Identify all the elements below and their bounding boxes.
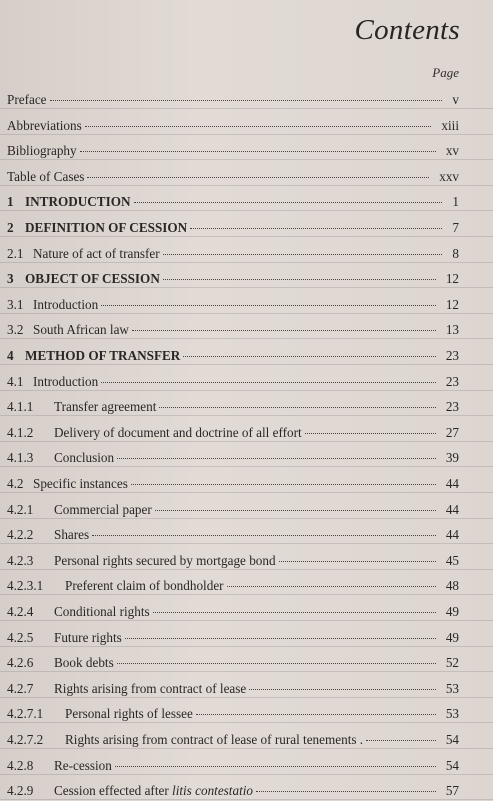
dot-leader [125, 628, 436, 639]
toc-entry-number: 4.1.2 [7, 424, 34, 440]
toc-entry-number: 4.2.6 [7, 655, 34, 671]
toc-entry [0, 368, 493, 388]
dot-leader [163, 244, 443, 255]
toc-entry [0, 240, 493, 260]
toc-entry [0, 547, 493, 567]
toc-entry [0, 112, 493, 132]
row-separator [0, 518, 493, 519]
toc-entry-page: 53 [445, 706, 459, 722]
row-separator [0, 287, 493, 288]
toc-entry-title: Introduction [33, 373, 99, 389]
toc-entry-title: Abbreviations [7, 117, 82, 133]
dot-leader [92, 525, 436, 536]
toc-entry-page: xiii [441, 117, 459, 133]
toc-entry-number: 4.2.7.2 [7, 732, 44, 747]
toc-entry-title: Conditional rights [54, 604, 150, 619]
row-separator [0, 415, 493, 416]
dot-leader [153, 602, 436, 613]
toc-entry-number: 4.2.3 [7, 552, 34, 568]
toc-entry-page: 23 [445, 399, 459, 415]
toc-entry-number: 4.2.9 [7, 783, 34, 799]
toc-entry [0, 444, 493, 464]
toc-entry-title: South African law [33, 322, 129, 338]
dot-leader [196, 704, 436, 715]
dot-leader [115, 756, 436, 767]
row-separator [0, 569, 493, 570]
toc-entry [0, 496, 493, 516]
toc-entry-page: 54 [445, 757, 459, 773]
toc-entry-page: 44 [445, 476, 459, 491]
toc-entry [0, 521, 493, 541]
toc-entry [0, 316, 493, 336]
dot-leader [183, 346, 435, 357]
toc-entry-page: 44 [445, 501, 459, 517]
toc-entry-page: 23 [445, 348, 459, 363]
dot-leader [163, 269, 436, 280]
toc-entry-number: 4.2.5 [7, 629, 34, 645]
toc-entry [0, 700, 493, 720]
toc-entry-title: Future rights [54, 629, 122, 645]
page-column-header: Page [432, 65, 459, 80]
row-separator [0, 492, 493, 493]
row-separator [0, 646, 493, 647]
toc-entry-title: Rights arising from contract of lease of rural tenements . [65, 732, 364, 747]
toc-entry-number: 4.2.7 [7, 680, 34, 696]
toc-entry-page: 57 [445, 783, 459, 799]
toc-entry-number: 4.2 [7, 476, 24, 491]
toc-entry-number: 1 [7, 194, 14, 210]
toc-entry-page: 52 [445, 655, 459, 671]
toc-entry [0, 419, 493, 439]
toc-entry-number: 4.2.3.1 [7, 578, 44, 594]
toc-entry-page: 8 [452, 245, 459, 261]
toc-entry [0, 393, 493, 413]
toc-entry [0, 752, 493, 772]
toc-entry [0, 291, 493, 311]
toc-entry [0, 777, 493, 797]
dot-leader [155, 500, 436, 511]
toc-entry-number: 4.1.1 [7, 399, 34, 415]
row-separator [0, 185, 493, 186]
toc-entry-page: 48 [445, 578, 459, 594]
toc-entry [0, 572, 493, 592]
toc-entry-title: Bibliography [7, 143, 77, 159]
dot-leader [132, 320, 436, 331]
toc-entry-title: OBJECT OF CESSION [25, 271, 160, 287]
dot-leader [305, 423, 436, 434]
toc-entry [0, 624, 493, 644]
toc-entry-page: 44 [445, 527, 459, 543]
toc-entry-number: 4 [7, 348, 14, 363]
toc-entry-page: 23 [445, 373, 459, 389]
dot-leader [87, 167, 429, 178]
toc-entry-page: 53 [445, 680, 459, 696]
toc-entry [0, 726, 493, 746]
toc-entry-title: Preferent claim of bondholder [65, 578, 224, 594]
toc-entry-title: Shares [54, 527, 90, 543]
toc-entry-page: 13 [445, 322, 459, 338]
dot-leader [279, 551, 436, 562]
toc-entry-title: Specific instances [33, 476, 128, 491]
toc-entry [0, 265, 493, 285]
toc-entry-page: 12 [445, 271, 459, 287]
toc-entry [0, 675, 493, 695]
row-separator [0, 390, 493, 391]
dot-leader [366, 730, 436, 741]
dot-leader [85, 116, 432, 127]
row-separator [0, 594, 493, 595]
dot-leader [256, 781, 436, 792]
toc-entry-title: INTRODUCTION [25, 194, 131, 210]
toc-entry-title: Rights arising from contract of lease [54, 680, 247, 696]
dot-leader [101, 295, 436, 306]
toc-entry-page: 54 [445, 732, 459, 747]
toc-entry [0, 649, 493, 669]
row-separator [0, 338, 493, 339]
toc-entry-page: 1 [452, 194, 459, 210]
row-separator [0, 722, 493, 723]
toc-entry-title-italic: litis contestatio [172, 783, 253, 799]
toc-entry-page: 27 [445, 424, 459, 440]
toc-entry-page: 39 [445, 450, 459, 466]
toc-entry-title: Introduction [33, 296, 99, 312]
toc-entry-title: Table of Cases [7, 168, 85, 184]
toc-entry-title: Conclusion [54, 450, 115, 466]
dot-leader [117, 448, 436, 459]
toc-entry-number: 4.1.3 [7, 450, 34, 466]
dot-leader [134, 192, 443, 203]
toc-entry-number: 3.1 [7, 296, 24, 312]
dot-leader [249, 679, 436, 690]
toc-entry [0, 86, 493, 106]
row-separator [0, 748, 493, 749]
toc-entry-title: DEFINITION OF CESSION [25, 220, 188, 235]
row-separator [0, 134, 493, 135]
dot-leader [159, 397, 435, 408]
row-separator [0, 236, 493, 237]
dot-leader [117, 653, 436, 664]
toc-entry [0, 598, 493, 618]
row-separator [0, 466, 493, 467]
toc-entry-number: 4.2.2 [7, 527, 34, 543]
row-separator [0, 620, 493, 621]
toc-entry-page: 7 [452, 220, 459, 235]
row-separator [0, 262, 493, 263]
toc-entry-page: 45 [445, 552, 459, 568]
dot-leader [227, 576, 436, 587]
row-separator [0, 543, 493, 544]
toc-entry [0, 342, 493, 362]
toc-entry-number: 4.2.1 [7, 501, 34, 517]
row-separator [0, 108, 493, 109]
toc-entry-title: Delivery of document and doctrine of all effort [54, 424, 302, 440]
toc-entry [0, 163, 493, 183]
toc-entry-title: METHOD OF TRANSFER [25, 348, 181, 363]
toc-entry-number: 4.2.8 [7, 757, 34, 773]
toc-entry-title: Book debts [54, 655, 114, 671]
toc-entry-number: 4.2.4 [7, 604, 34, 619]
toc-entry-number: 3 [7, 271, 14, 287]
dot-leader [190, 218, 442, 229]
toc-entry-number: 2 [7, 220, 14, 235]
row-separator [0, 774, 493, 775]
toc-entry-page: xv [445, 143, 459, 159]
toc-entry-number: 2.1 [7, 245, 24, 261]
toc-entry-title: Preface [7, 92, 47, 107]
page-title: Contents [354, 14, 460, 46]
toc-entry-title: Transfer agreement [54, 399, 157, 415]
row-separator [0, 697, 493, 698]
toc-entry-title: Commercial paper [54, 501, 152, 517]
toc-entry-title: Cession effected after litis contestatio [54, 783, 253, 799]
dot-leader [101, 372, 436, 383]
toc-entry-title: Nature of act of transfer [33, 245, 160, 261]
toc-entry [0, 188, 493, 208]
row-separator [0, 159, 493, 160]
toc-entry-title: Personal rights of lessee [65, 706, 193, 722]
toc-entry [0, 214, 493, 234]
dot-leader [50, 90, 443, 101]
row-separator [0, 313, 493, 314]
dot-leader [80, 141, 436, 152]
toc-entry [0, 470, 493, 490]
toc-entry-title: Re-cession [54, 757, 112, 773]
row-separator [0, 441, 493, 442]
dot-leader [131, 474, 436, 485]
toc-entry-number: 3.2 [7, 322, 24, 338]
row-separator [0, 364, 493, 365]
toc-entry-number: 4.1 [7, 373, 24, 389]
toc-entry-page: 49 [445, 629, 459, 645]
row-separator [0, 671, 493, 672]
toc-entry [0, 137, 493, 157]
toc-entry-title: Personal rights secured by mortgage bond [54, 552, 276, 568]
row-separator [0, 210, 493, 211]
toc-entry-page: 49 [445, 604, 459, 619]
toc-entry-number: 4.2.7.1 [7, 706, 44, 722]
toc-entry-page: v [452, 92, 459, 107]
toc-entry-page: xxv [439, 168, 459, 184]
toc-entry-page: 12 [445, 296, 459, 312]
